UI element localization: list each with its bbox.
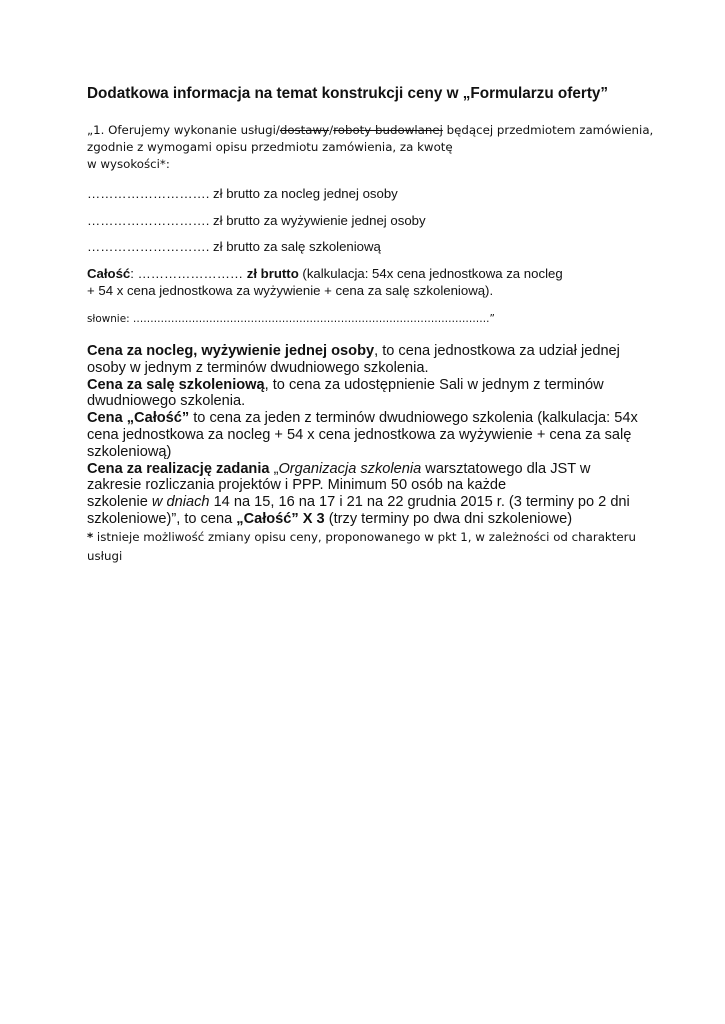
intro-line-2: zgodnie z wymogami opisu przedmiotu zamówienia, za kwotę: [87, 140, 453, 154]
explain-zadanie-text: warsztatowego dla JST w: [421, 460, 591, 477]
explain-zadanie-heading: Cena za realizację zadania: [87, 460, 270, 477]
calosc-block: [87, 265, 563, 299]
footnote: [87, 528, 636, 566]
explain-nocleg-line-2: osoby w jednym z terminów dwudniowego szkolenia.: [87, 359, 429, 376]
footnote-line-2: usługi: [87, 549, 123, 563]
calosc-calc-1: (kalkulacja: 54x cena jednostkowa za nocleg: [298, 266, 563, 281]
explain-zadanie-line-1: [87, 461, 638, 478]
strikethrough-roboty-budowlanej: roboty budowlanej: [333, 123, 443, 137]
explain-calosc-heading: Cena „Całość”: [87, 410, 190, 427]
calosc-brutto: zł brutto: [246, 266, 299, 281]
explain-calosc-line-2: cena jednostkowa za nocleg + 54 x cena jednostkowa za wyżywienie + cena za salę: [87, 426, 632, 443]
price-explanations: [87, 343, 638, 528]
slownie-line: słownie: ………………………………………………………………………………………….”: [87, 313, 495, 325]
footnote-star: *: [87, 530, 94, 544]
explain-zadanie-l4b: (trzy terminy po dwa dni szkoleniowe): [324, 510, 573, 527]
intro-line-3: w wysokości*:: [87, 157, 170, 171]
calosc-label: Całość: [87, 266, 131, 281]
explain-zadanie-l4a: szkoleniowe)”, to cena: [87, 510, 237, 527]
explain-calosc-line-3: szkoleniową): [87, 443, 172, 460]
price-line-nocleg: ………………………. zł brutto za nocleg jednej osoby: [87, 186, 398, 201]
strikethrough-dostawy: dostawy: [279, 123, 330, 137]
explain-zadanie-quote: „: [269, 460, 279, 477]
explain-zadanie-italic: Organizacja szkolenia: [278, 460, 422, 477]
footnote-text: istnieje możliwość zmiany opisu ceny, proponowanego w pkt 1, w zależności od charakteru: [93, 530, 636, 544]
page-title: Dodatkowa informacja na temat konstrukcji ceny w „Formularzu oferty”: [87, 85, 609, 102]
explain-zadanie-l3-italic: w dniach: [151, 494, 210, 511]
explain-calosc-line-1: [87, 410, 638, 427]
explain-zadanie-l3a: szkolenie: [87, 494, 152, 511]
explain-zadanie-l4-bold: „Całość” X 3: [236, 510, 325, 527]
price-line-wyzywienie: ………………………. zł brutto za wyżywienie jednej osoby: [87, 213, 426, 228]
footnote-line-1: [87, 528, 636, 547]
intro-line-1: [87, 122, 653, 139]
explain-nocleg-line-1: [87, 343, 638, 360]
explain-zadanie-line-2: zakresie rozliczania projektów i PPP. Minimum 50 osób na każde: [87, 477, 507, 494]
intro-prefix: „1. Oferujemy wykonanie usługi/: [87, 123, 280, 137]
calosc-line-1: [87, 265, 563, 282]
intro-suffix: będącej przedmiotem zamówienia,: [442, 123, 654, 137]
explain-sala-heading: Cena za salę szkoleniową: [87, 376, 265, 393]
explain-sala-line-2: dwudniowego szkolenia.: [87, 393, 246, 410]
explain-calosc-text: to cena za jeden z terminów dwudniowego szkolenia (kalkulacja: 54x: [189, 410, 638, 427]
explain-nocleg-heading: Cena za nocleg, wyżywienie jednej osoby: [87, 343, 375, 359]
explain-sala-text: , to cena za udostępnienie Sali w jednym z terminów: [264, 376, 604, 393]
offer-intro-paragraph: [87, 122, 653, 173]
explain-zadanie-l3b: 14 na 15, 16 na 17 i 21 na 22 grudnia 2015 r. (3 terminy po 2 dni: [209, 494, 630, 511]
calosc-calc-2: + 54 x cena jednostkowa za wyżywienie + cena za salę szkoleniową).: [87, 283, 494, 298]
intro-separator: /: [329, 123, 334, 137]
price-line-sala: ………………………. zł brutto za salę szkoleniową: [87, 239, 381, 254]
calosc-dots: : ……………………: [130, 266, 247, 281]
explain-nocleg-text: , to cena jednostkowa za udział jednej: [374, 343, 620, 359]
explain-sala-line-1: [87, 377, 638, 394]
explain-zadanie-line-3: [87, 494, 638, 511]
explain-zadanie-line-4: [87, 511, 638, 528]
